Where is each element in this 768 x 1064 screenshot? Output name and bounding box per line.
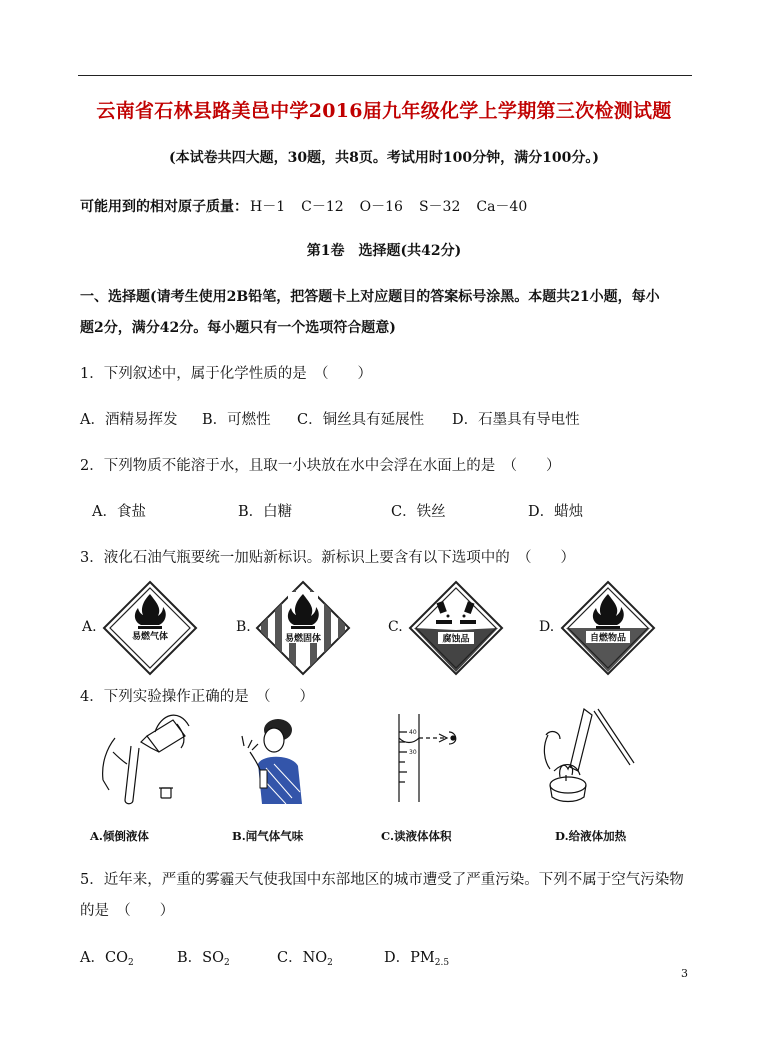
header-rule	[78, 75, 692, 76]
atomic-mass-ca: Ca－40	[476, 199, 528, 215]
atomic-mass-o: O－16	[359, 199, 403, 215]
q2-option-b: B．白糖	[238, 504, 293, 520]
q3-sign-d-letter: D.	[539, 619, 555, 635]
q2-option-c: C．铁丝	[391, 504, 446, 520]
q5-stem-line-1: 5．近年来，严重的雾霾天气使我国中东部地区的城市遭受了严重污染。下列不属于空气污染物	[80, 872, 684, 888]
q1-stem: 1．下列叙述中，属于化学性质的是 （ ）	[80, 366, 372, 382]
q4-cylinder-mark-30: 30	[409, 749, 417, 756]
instructions-line-2: 题2分，满分42分。每小题只有一个选项符合题意)	[80, 320, 396, 336]
q3-sign-a	[102, 580, 198, 680]
q3-sign-b	[255, 580, 351, 680]
page-number: 3	[681, 967, 688, 980]
q4-stem: 4．下列实验操作正确的是 （ ）	[80, 689, 314, 705]
q4-image-heating-liquid	[530, 705, 640, 819]
q4-caption-c: C.读液体体积	[381, 829, 452, 843]
q1-option-b: B．可燃性	[202, 412, 271, 428]
q4-caption-a: A.倾倒液体	[90, 829, 149, 843]
q3-sign-d	[560, 580, 656, 680]
q3-sign-d-text: 自燃物品	[589, 633, 627, 644]
atomic-mass-label: 可能用到的相对原子质量：	[80, 199, 248, 215]
q3-sign-b-letter: B.	[236, 619, 251, 635]
atomic-mass-h: H－1	[250, 199, 286, 215]
q1-option-d: D．石墨具有导电性	[452, 412, 580, 428]
q5-option-b: B．$SO_2$	[177, 950, 230, 968]
q5-option-a: A．$CO_2$	[80, 950, 134, 968]
q5-option-c: C．$NO_2$	[277, 950, 333, 968]
q2-option-a: A．食盐	[92, 504, 146, 520]
q3-sign-c-letter: C.	[388, 619, 403, 635]
q2-option-d: D．蜡烛	[528, 504, 584, 520]
instructions-line-1: 一、选择题(请考生使用2B铅笔，把答题卡上对应题目的答案标号涂黑。本题共21小题，每小	[80, 289, 660, 305]
q2-stem: 2．下列物质不能溶于水，且取一小块放在水中会浮在水面上的是 （ ）	[80, 458, 561, 474]
atomic-mass-c: C－12	[301, 199, 344, 215]
q4-image-pouring-liquid	[95, 708, 195, 812]
q5-stem-line-2: 的是 （ ）	[80, 903, 175, 919]
q3-sign-a-text: 易燃气体	[131, 632, 169, 642]
q4-caption-b: B.闻气体气味	[232, 829, 304, 843]
q4-image-reading-volume	[385, 712, 475, 811]
q3-sign-b-text: 易燃固体	[284, 634, 322, 644]
q4-image-smelling-gas	[230, 712, 310, 811]
q1-option-a: A．酒精易挥发	[80, 412, 178, 428]
section-title: 第1卷 选择题(共42分)	[306, 243, 462, 259]
atomic-mass-s: S－32	[418, 199, 461, 215]
q3-sign-c	[408, 580, 504, 680]
q3-sign-c-text: 腐蚀品	[442, 634, 470, 645]
q1-option-c: C．铜丝具有延展性	[297, 412, 425, 428]
q3-stem: 3．液化石油气瓶要统一加贴新标识。新标识上要含有以下选项中的 （ ）	[80, 550, 575, 566]
atomic-mass-line	[80, 196, 527, 216]
page-title: 云南省石林县路美邑中学2016届九年级化学上学期第三次检测试题	[96, 100, 672, 122]
exam-note: (本试卷共四大题，30题，共8页。考试用时100分钟，满分100分。)	[169, 150, 599, 166]
q4-cylinder-mark-40: 40	[409, 729, 417, 736]
q5-option-d: D．$PM_{2.5}$	[384, 950, 450, 968]
q4-caption-d: D.给液体加热	[555, 829, 627, 843]
q3-sign-a-letter: A.	[82, 619, 97, 635]
